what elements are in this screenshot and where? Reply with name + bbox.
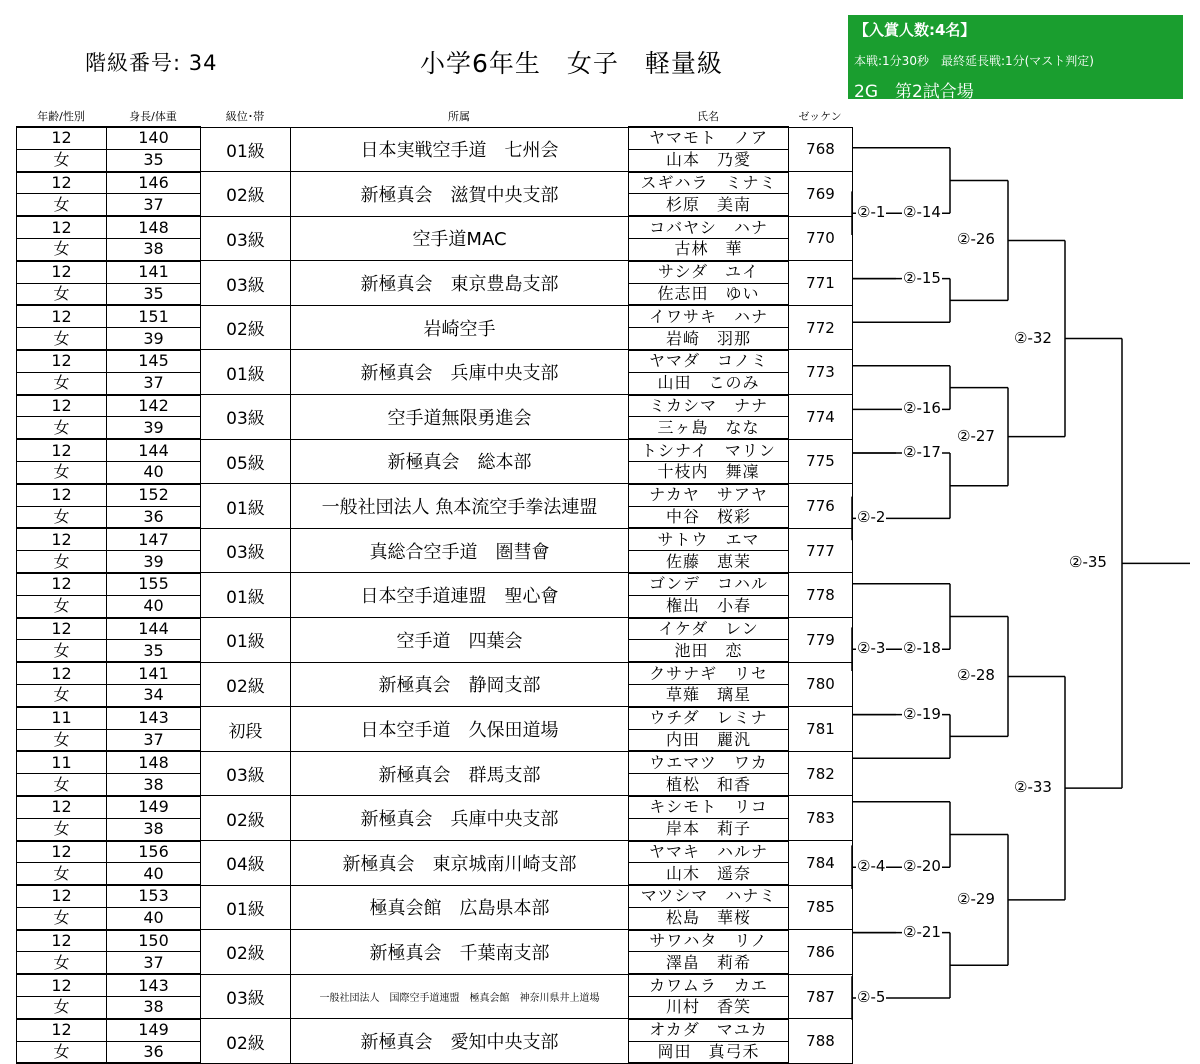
rank-cell: 03級 xyxy=(201,216,291,261)
bib-cell: 770 xyxy=(789,216,853,261)
sex-cell: 女 xyxy=(17,417,107,439)
affiliation-cell: 日本空手道連盟 聖心會 xyxy=(291,573,629,618)
header-age-sex: 年齢/性別 xyxy=(37,110,85,123)
bracket-match-label: ②-18 xyxy=(903,639,941,658)
name-kanji-cell: 中谷 桜彩 xyxy=(629,506,789,528)
name-kana-cell: マツシマ ハナミ xyxy=(629,885,789,907)
age-cell: 12 xyxy=(17,528,107,550)
name-kana-cell: サトウ エマ xyxy=(629,528,789,550)
name-kana-cell: キシモト リコ xyxy=(629,796,789,818)
height-cell: 142 xyxy=(107,395,201,417)
rank-cell: 04級 xyxy=(201,841,291,886)
height-cell: 148 xyxy=(107,216,201,238)
age-cell: 12 xyxy=(17,127,107,149)
name-kana-cell: オカダ マユカ xyxy=(629,1019,789,1041)
age-cell: 11 xyxy=(17,707,107,729)
height-cell: 150 xyxy=(107,930,201,952)
bracket-match-label: ②-5 xyxy=(857,988,886,1006)
rank-cell: 01級 xyxy=(201,350,291,395)
affiliation-cell: 日本空手道 久保田道場 xyxy=(291,707,629,752)
affiliation-cell: 新極真会 千葉南支部 xyxy=(291,930,629,975)
name-kanji-cell: 川村 香笑 xyxy=(629,997,789,1019)
weight-cell: 34 xyxy=(107,684,201,706)
affiliation-cell: 岩崎空手 xyxy=(291,305,629,350)
rank-cell: 02級 xyxy=(201,796,291,841)
age-cell: 12 xyxy=(17,662,107,684)
sex-cell: 女 xyxy=(17,774,107,796)
height-cell: 148 xyxy=(107,751,201,773)
name-kana-cell: ヤマモト ノア xyxy=(629,127,789,149)
name-kanji-cell: 澤畠 莉希 xyxy=(629,952,789,974)
weight-cell: 35 xyxy=(107,640,201,662)
affiliation-cell: 空手道無限勇進会 xyxy=(291,395,629,440)
name-kana-cell: コバヤシ ハナ xyxy=(629,216,789,238)
weight-cell: 38 xyxy=(107,774,201,796)
name-kana-cell: ヤマダ コノミ xyxy=(629,350,789,372)
name-kanji-cell: 山木 遥奈 xyxy=(629,863,789,885)
rank-cell: 01級 xyxy=(201,885,291,930)
sex-cell: 女 xyxy=(17,907,107,929)
bracket-match-label: ②-27 xyxy=(957,426,995,445)
age-cell: 12 xyxy=(17,439,107,461)
height-cell: 146 xyxy=(107,172,201,194)
affiliation-cell: 新極真会 兵庫中央支部 xyxy=(291,350,629,395)
height-cell: 152 xyxy=(107,484,201,506)
name-kana-cell: ナカヤ サアヤ xyxy=(629,484,789,506)
name-kana-cell: トシナイ マリン xyxy=(629,439,789,461)
sex-cell: 女 xyxy=(17,283,107,305)
bib-cell: 778 xyxy=(789,573,853,618)
height-cell: 147 xyxy=(107,528,201,550)
bib-cell: 788 xyxy=(789,1019,853,1064)
weight-cell: 40 xyxy=(107,461,201,483)
bib-cell: 785 xyxy=(789,885,853,930)
sex-cell: 女 xyxy=(17,506,107,528)
weight-cell: 40 xyxy=(107,907,201,929)
age-cell: 12 xyxy=(17,618,107,640)
bib-cell: 784 xyxy=(789,841,853,886)
rank-cell: 03級 xyxy=(201,528,291,573)
weight-cell: 37 xyxy=(107,194,201,216)
affiliation-cell: 新極真会 愛知中央支部 xyxy=(291,1019,629,1064)
name-kanji-cell: 権出 小春 xyxy=(629,595,789,617)
height-cell: 141 xyxy=(107,261,201,283)
name-kana-cell: イワサキ ハナ xyxy=(629,305,789,327)
name-kanji-cell: 佐藤 恵茉 xyxy=(629,551,789,573)
bracket-match-label: ②-1 xyxy=(857,203,886,222)
affiliation-cell: 新極真会 総本部 xyxy=(291,439,629,484)
rank-cell: 01級 xyxy=(201,127,291,172)
rank-cell: 03級 xyxy=(201,261,291,306)
rank-cell: 03級 xyxy=(201,751,291,796)
rank-cell: 02級 xyxy=(201,305,291,350)
bracket-match-label: ②-32 xyxy=(1014,328,1052,347)
affiliation-cell: 真総合空手道 圏彗會 xyxy=(291,528,629,573)
affiliation-cell: 一般社団法人 魚本流空手拳法連盟 xyxy=(291,484,629,529)
age-cell: 12 xyxy=(17,350,107,372)
sex-cell: 女 xyxy=(17,1041,107,1063)
sex-cell: 女 xyxy=(17,194,107,216)
name-kanji-cell: 古林 華 xyxy=(629,238,789,260)
bracket-match-label: ②-2 xyxy=(857,508,886,527)
name-kana-cell: スギハラ ミナミ xyxy=(629,172,789,194)
name-kanji-cell: 佐志田 ゆい xyxy=(629,283,789,305)
bracket-match-label: ②-14 xyxy=(903,203,941,222)
rank-cell: 05級 xyxy=(201,439,291,484)
name-kana-cell: イケダ レン xyxy=(629,618,789,640)
height-cell: 155 xyxy=(107,573,201,595)
rank-cell: 02級 xyxy=(201,172,291,217)
winners-count: 【入賞人数:4名】 xyxy=(854,21,976,39)
name-kana-cell: クサナギ リセ xyxy=(629,662,789,684)
weight-cell: 40 xyxy=(107,863,201,885)
name-kanji-cell: 杉原 美南 xyxy=(629,194,789,216)
sex-cell: 女 xyxy=(17,461,107,483)
age-cell: 12 xyxy=(17,974,107,996)
name-kana-cell: ヤマキ ハルナ xyxy=(629,841,789,863)
header-rank: 級位･帯 xyxy=(225,110,265,123)
name-kana-cell: ミカシマ ナナ xyxy=(629,395,789,417)
header-affiliation: 所属 xyxy=(448,110,470,123)
sex-cell: 女 xyxy=(17,640,107,662)
affiliation-cell: 空手道 四葉会 xyxy=(291,618,629,663)
name-kana-cell: ウエマツ ワカ xyxy=(629,751,789,773)
bib-cell: 773 xyxy=(789,350,853,395)
height-cell: 143 xyxy=(107,707,201,729)
weight-cell: 40 xyxy=(107,595,201,617)
weight-cell: 39 xyxy=(107,417,201,439)
weight-cell: 37 xyxy=(107,952,201,974)
affiliation-cell: 新極真会 群馬支部 xyxy=(291,751,629,796)
height-cell: 145 xyxy=(107,350,201,372)
name-kana-cell: ゴンデ コハル xyxy=(629,573,789,595)
header-bib: ゼッケン xyxy=(798,110,842,123)
age-cell: 12 xyxy=(17,484,107,506)
sex-cell: 女 xyxy=(17,729,107,751)
height-cell: 144 xyxy=(107,618,201,640)
name-kanji-cell: 松島 華桜 xyxy=(629,907,789,929)
age-cell: 12 xyxy=(17,885,107,907)
age-cell: 12 xyxy=(17,930,107,952)
rank-cell: 03級 xyxy=(201,974,291,1019)
weight-cell: 38 xyxy=(107,238,201,260)
rank-cell: 01級 xyxy=(201,618,291,663)
bib-cell: 780 xyxy=(789,662,853,707)
bracket-match-label: ②-35 xyxy=(1069,553,1107,572)
height-cell: 149 xyxy=(107,1019,201,1041)
affiliation-cell: 新極真会 東京城南川崎支部 xyxy=(291,841,629,886)
age-cell: 12 xyxy=(17,573,107,595)
bib-cell: 772 xyxy=(789,305,853,350)
weight-cell: 38 xyxy=(107,818,201,840)
age-cell: 12 xyxy=(17,395,107,417)
bracket-match-label: ②-16 xyxy=(903,399,941,418)
name-kana-cell: カワムラ カエ xyxy=(629,974,789,996)
bib-cell: 777 xyxy=(789,528,853,573)
rank-cell: 02級 xyxy=(201,1019,291,1064)
rank-cell: 01級 xyxy=(201,484,291,529)
age-cell: 12 xyxy=(17,172,107,194)
bib-cell: 783 xyxy=(789,796,853,841)
bib-cell: 776 xyxy=(789,484,853,529)
bracket-match-label: ②-15 xyxy=(903,268,941,287)
name-kanji-cell: 岸本 莉子 xyxy=(629,818,789,840)
bracket-match-label: ②-26 xyxy=(957,230,995,249)
affiliation-cell: 日本実戦空手道 七州会 xyxy=(291,127,629,172)
bib-cell: 779 xyxy=(789,618,853,663)
name-kanji-cell: 池田 恋 xyxy=(629,640,789,662)
page-title: 小学6年生 女子 軽量級 xyxy=(420,49,723,78)
affiliation-cell: 空手道MAC xyxy=(291,216,629,261)
name-kanji-cell: 三ヶ島 なな xyxy=(629,417,789,439)
age-cell: 12 xyxy=(17,261,107,283)
height-cell: 143 xyxy=(107,974,201,996)
match-time: 本戦:1分30秒 最終延長戦:1分(マスト判定) xyxy=(854,54,1094,68)
name-kana-cell: ウチダ レミナ xyxy=(629,707,789,729)
bracket-match-label: ②-19 xyxy=(903,704,941,723)
bib-cell: 781 xyxy=(789,707,853,752)
bib-cell: 768 xyxy=(789,127,853,172)
bib-cell: 771 xyxy=(789,261,853,306)
bib-cell: 775 xyxy=(789,439,853,484)
name-kanji-cell: 十枝内 舞凜 xyxy=(629,461,789,483)
sex-cell: 女 xyxy=(17,952,107,974)
age-cell: 12 xyxy=(17,1019,107,1041)
court-label: 2G 第2試合場 xyxy=(854,82,974,102)
name-kana-cell: サワハタ リノ xyxy=(629,930,789,952)
height-cell: 140 xyxy=(107,127,201,149)
sex-cell: 女 xyxy=(17,595,107,617)
sex-cell: 女 xyxy=(17,997,107,1019)
bracket-match-label: ②-17 xyxy=(903,443,941,461)
weight-cell: 39 xyxy=(107,551,201,573)
name-kanji-cell: 植松 和香 xyxy=(629,774,789,796)
name-kanji-cell: 草薙 璃星 xyxy=(629,684,789,706)
name-kanji-cell: 山本 乃愛 xyxy=(629,149,789,171)
bracket-match-label: ②-33 xyxy=(1014,778,1052,797)
bracket-match-label: ②-29 xyxy=(957,889,995,908)
age-cell: 12 xyxy=(17,841,107,863)
weight-cell: 39 xyxy=(107,328,201,350)
bib-cell: 774 xyxy=(789,395,853,440)
class-number: 階級番号: 34 xyxy=(85,51,218,75)
sex-cell: 女 xyxy=(17,863,107,885)
affiliation-cell: 新極真会 滋賀中央支部 xyxy=(291,172,629,217)
sex-cell: 女 xyxy=(17,238,107,260)
rank-cell: 02級 xyxy=(201,930,291,975)
height-cell: 144 xyxy=(107,439,201,461)
weight-cell: 37 xyxy=(107,729,201,751)
bracket-match-label: ②-20 xyxy=(903,857,941,876)
sex-cell: 女 xyxy=(17,328,107,350)
height-cell: 153 xyxy=(107,885,201,907)
rank-cell: 03級 xyxy=(201,395,291,440)
height-cell: 151 xyxy=(107,305,201,327)
bracket-match-label: ②-28 xyxy=(957,666,995,685)
bib-cell: 786 xyxy=(789,930,853,975)
name-kanji-cell: 岡田 真弓禾 xyxy=(629,1041,789,1063)
age-cell: 12 xyxy=(17,305,107,327)
bib-cell: 769 xyxy=(789,172,853,217)
header-name: 氏名 xyxy=(697,110,719,123)
header-height-weight: 身長/体重 xyxy=(129,110,177,123)
affiliation-cell: 一般社団法人 国際空手道連盟 極真会館 神奈川県井上道場 xyxy=(291,974,629,1019)
sex-cell: 女 xyxy=(17,818,107,840)
weight-cell: 35 xyxy=(107,283,201,305)
weight-cell: 38 xyxy=(107,997,201,1019)
bib-cell: 787 xyxy=(789,974,853,1019)
sex-cell: 女 xyxy=(17,551,107,573)
affiliation-cell: 新極真会 静岡支部 xyxy=(291,662,629,707)
height-cell: 149 xyxy=(107,796,201,818)
weight-cell: 37 xyxy=(107,372,201,394)
sex-cell: 女 xyxy=(17,149,107,171)
sex-cell: 女 xyxy=(17,372,107,394)
name-kanji-cell: 山田 このみ xyxy=(629,372,789,394)
name-kana-cell: サシダ ユイ xyxy=(629,261,789,283)
height-cell: 141 xyxy=(107,662,201,684)
bracket-match-label: ②-4 xyxy=(857,857,886,876)
rank-cell: 初段 xyxy=(201,707,291,752)
age-cell: 12 xyxy=(17,796,107,818)
age-cell: 11 xyxy=(17,751,107,773)
name-kanji-cell: 岩崎 羽那 xyxy=(629,328,789,350)
affiliation-cell: 新極真会 東京豊島支部 xyxy=(291,261,629,306)
bracket-match-label: ②-3 xyxy=(857,639,886,658)
weight-cell: 36 xyxy=(107,1041,201,1063)
height-cell: 156 xyxy=(107,841,201,863)
rank-cell: 02級 xyxy=(201,662,291,707)
sex-cell: 女 xyxy=(17,684,107,706)
bib-cell: 782 xyxy=(789,751,853,796)
weight-cell: 36 xyxy=(107,506,201,528)
rank-cell: 01級 xyxy=(201,573,291,618)
name-kanji-cell: 内田 麗汎 xyxy=(629,729,789,751)
weight-cell: 35 xyxy=(107,149,201,171)
bracket-match-label: ②-21 xyxy=(903,922,941,941)
affiliation-cell: 新極真会 兵庫中央支部 xyxy=(291,796,629,841)
affiliation-cell: 極真会館 広島県本部 xyxy=(291,885,629,930)
age-cell: 12 xyxy=(17,216,107,238)
